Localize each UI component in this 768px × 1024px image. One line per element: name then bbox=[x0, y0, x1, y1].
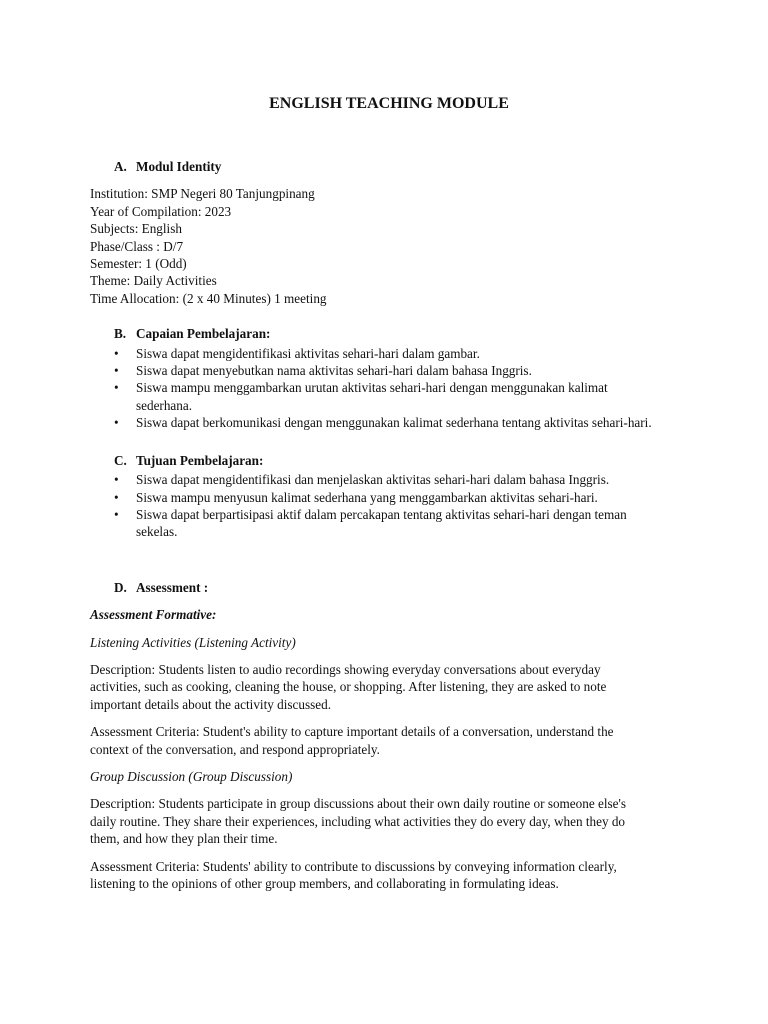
listening-criteria: Assessment Criteria: Student's ability to capture important details of a conversation, understand the context of the conversation, and respond appropriately. bbox=[90, 724, 614, 757]
document-page bbox=[90, 94, 690, 892]
section-c-letter: C. bbox=[114, 452, 127, 468]
list-item: • Siswa mampu menggambarkan urutan aktivitas sehari-hari dengan menggunakan kalimat sederhana. bbox=[114, 380, 608, 413]
section-a-letter: A. bbox=[114, 159, 127, 174]
section-c-title: Tujuan Pembelajaran: bbox=[136, 452, 264, 468]
identity-list bbox=[90, 185, 690, 307]
assessment-formative-label: Assessment Formative: bbox=[90, 607, 217, 623]
section-b-heading bbox=[114, 325, 690, 342]
capaian-list bbox=[90, 345, 690, 432]
identity-year: Year of Compilation: 2023 bbox=[90, 203, 232, 219]
group-description: Description: Students participate in group discussions about their own daily routine or someone else's daily routine. They share their experiences, including what activities they do every day, when they do them, and how they plan their time. bbox=[90, 796, 627, 847]
identity-theme: Theme: Daily Activities bbox=[90, 273, 217, 289]
listening-description: Description: Students listen to audio recordings showing everyday conversations about everyday activities, such as cooking, cleaning the house, or shopping. After listening, they are asked to note important details about the activity discussed. bbox=[90, 661, 607, 712]
bullet-icon: • bbox=[114, 363, 119, 379]
list-item: • Siswa dapat berkomunikasi dengan menggunakan kalimat sederhana tentang aktivitas sehari-hari. bbox=[114, 415, 652, 431]
bullet-icon: • bbox=[114, 415, 119, 431]
section-d-letter: D. bbox=[114, 579, 127, 595]
list-item: • Siswa mampu menyusun kalimat sederhana yang menggambarkan aktivitas sehari-hari. bbox=[114, 489, 598, 505]
section-c-heading bbox=[114, 452, 690, 469]
identity-time-allocation: Time Allocation: (2 x 40 Minutes) 1 meeting bbox=[90, 290, 327, 306]
tujuan-list bbox=[90, 471, 690, 541]
list-item: • Siswa dapat mengidentifikasi aktivitas sehari-hari dalam gambar. bbox=[114, 345, 480, 361]
list-item: • Siswa dapat mengidentifikasi dan menjelaskan aktivitas sehari-hari dalam bahasa Inggris. bbox=[114, 472, 610, 488]
list-item: • Siswa dapat menyebutkan nama aktivitas sehari-hari dalam bahasa Inggris. bbox=[114, 363, 532, 379]
bullet-icon: • bbox=[114, 506, 119, 522]
bullet-icon: • bbox=[114, 345, 119, 361]
section-b-letter: B. bbox=[114, 326, 127, 342]
section-d-heading bbox=[114, 579, 690, 596]
bullet-icon: • bbox=[114, 472, 119, 488]
section-a-title: Modul Identity bbox=[136, 159, 222, 174]
bullet-icon: • bbox=[114, 380, 119, 396]
section-a-heading bbox=[114, 158, 690, 175]
identity-subjects: Subjects: English bbox=[90, 221, 182, 237]
listening-activity-label: Listening Activities (Listening Activity) bbox=[90, 634, 296, 650]
identity-semester: Semester: 1 (Odd) bbox=[90, 256, 187, 272]
group-criteria: Assessment Criteria: Students' ability to contribute to discussions by conveying information clearly, listening to the opinions of other group members, and collaborating in formulating ideas. bbox=[90, 858, 617, 891]
list-item: • Siswa dapat berpartisipasi aktif dalam percakapan tentang aktivitas sehari-hari dengan teman sekelas. bbox=[114, 506, 627, 540]
bullet-icon: • bbox=[114, 489, 119, 505]
document-title: ENGLISH TEACHING MODULE bbox=[269, 95, 509, 112]
group-discussion-label: Group Discussion (Group Discussion) bbox=[90, 768, 293, 784]
section-b-title: Capaian Pembelajaran: bbox=[136, 326, 271, 342]
section-d-title: Assessment : bbox=[136, 579, 209, 595]
identity-phase-class: Phase/Class : D/7 bbox=[90, 238, 184, 254]
identity-institution: Institution: SMP Negeri 80 Tanjungpinang bbox=[90, 186, 315, 202]
